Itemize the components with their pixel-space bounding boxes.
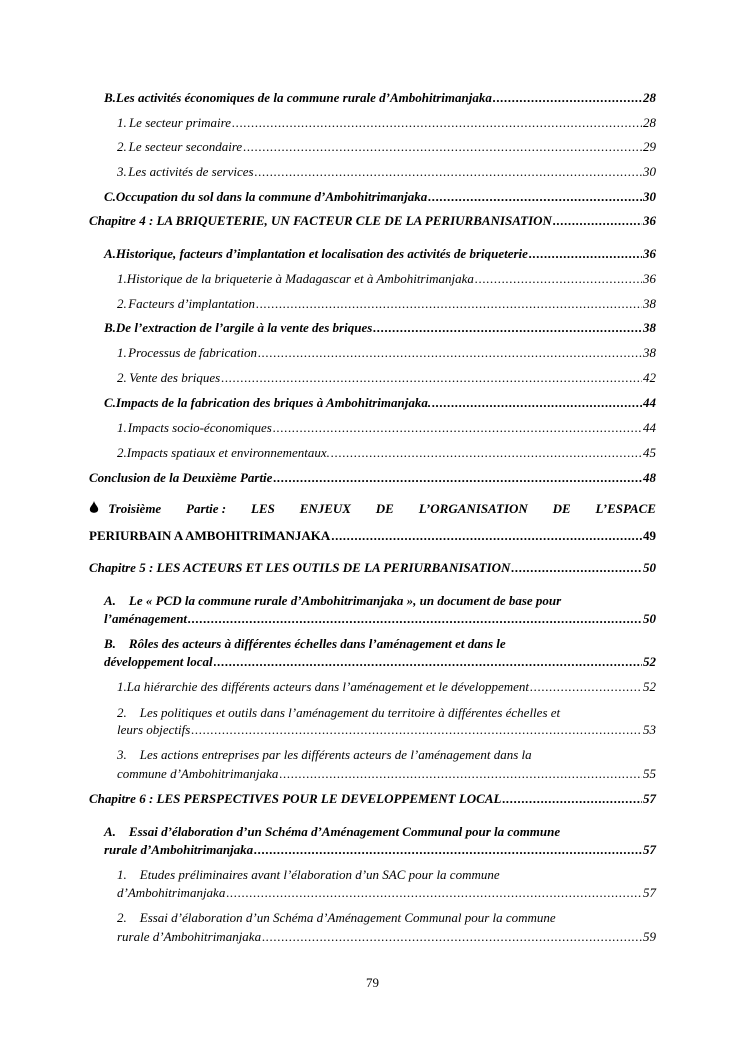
- toc-page: 52: [643, 654, 656, 669]
- toc-word: Partie :: [186, 501, 227, 516]
- toc-title: Historique de la briqueterie à Madagascar et à Ambohitrimanjaka: [126, 271, 474, 286]
- toc-leader: [214, 654, 642, 670]
- toc-title: Impacts de la fabrication des briques à Ambohitrimanjaka.: [115, 395, 432, 410]
- toc-entry-essai-sac-line2[interactable]: [104, 842, 656, 858]
- toc-entry-essai-sac-line1[interactable]: A. Essai d’élaboration d’un Schéma d’Aménagement Communal pour la commune: [104, 824, 561, 839]
- toc-page: 48: [643, 470, 656, 485]
- toc-leader: [273, 420, 642, 436]
- toc-entry-processus-fabrication[interactable]: [117, 345, 656, 361]
- toc-entry-conclusion-deuxieme-partie[interactable]: [89, 470, 656, 486]
- toc-leader: [529, 246, 642, 262]
- toc-page: 57: [643, 842, 656, 857]
- toc-entry-actions-acteurs-line1[interactable]: 3. Les actions entreprises par les différents acteurs de l’aménagement dans la: [117, 747, 532, 762]
- toc-entry-secteur-secondaire[interactable]: [117, 139, 656, 155]
- toc-leader: [428, 189, 642, 205]
- toc-entry-section-b-extraction[interactable]: [104, 320, 656, 336]
- toc-entry-etudes-preliminaires-line1[interactable]: 1. Etudes préliminaires avant l’élaboration d’un SAC pour la commune: [117, 867, 500, 882]
- toc-page: 59: [643, 929, 656, 944]
- toc-page: 38: [643, 345, 656, 360]
- toc-entry-roles-acteurs-line1[interactable]: B. Rôles des acteurs à différentes échelles dans l’aménagement et dans le: [104, 636, 506, 651]
- toc-title: Les activités économiques de la commune rurale d’Ambohitrimanjaka: [115, 90, 492, 105]
- toc-page: 38: [643, 296, 656, 311]
- toc-leader: [530, 679, 642, 695]
- toc-label: C.: [104, 395, 116, 410]
- toc-page: 49: [643, 528, 656, 543]
- toc-title: Chapitre 6 : LES PERSPECTIVES POUR LE DEVELOPPEMENT LOCAL: [89, 791, 502, 806]
- toc-page: 28: [643, 115, 656, 130]
- toc-label: B.: [104, 320, 116, 335]
- toc-label: 1.: [117, 420, 127, 435]
- toc-entry-essai-sac-detail-line1[interactable]: 2. Essai d’élaboration d’un Schéma d’Aménagement Communal pour la commune: [117, 910, 556, 925]
- toc-entry-section-a-historique[interactable]: [104, 246, 656, 262]
- toc-word: Troisième: [108, 501, 162, 516]
- toc-entry-chapitre-6[interactable]: [89, 791, 656, 807]
- toc-entry-vente-briques[interactable]: [117, 370, 656, 386]
- toc-page: 44: [643, 395, 656, 410]
- toc-leader: [432, 395, 642, 411]
- toc-entry-impacts-spatiaux[interactable]: [117, 445, 656, 461]
- toc-title: PERIURBAIN A AMBOHITRIMANJAKA: [89, 528, 331, 543]
- toc-title: La hiérarchie des différents acteurs dans l’aménagement et le développement: [126, 679, 530, 694]
- toc-title: l’aménagement: [104, 611, 188, 626]
- toc-word: L’ORGANISATION: [418, 501, 528, 516]
- toc-leader: [273, 470, 642, 486]
- toc-word: ENJEUX: [299, 501, 351, 516]
- toc-leader: [188, 611, 642, 627]
- toc-title: Historique, facteurs d’implantation et localisation des activités de briqueterie: [115, 246, 528, 261]
- toc-title: Chapitre 4 : LA BRIQUETERIE, UN FACTEUR CLE DE LA PERIURBANISATION: [89, 213, 552, 228]
- toc-title: Les activités de services: [128, 164, 254, 179]
- toc-leader: [258, 345, 642, 361]
- toc-page: 57: [643, 791, 656, 806]
- toc-label: A.: [104, 246, 116, 261]
- toc-leader: [256, 296, 642, 312]
- toc-word: DE: [552, 501, 571, 516]
- toc-leader: [221, 370, 642, 386]
- toc-entry-section-b-economie[interactable]: [104, 90, 656, 106]
- toc-leader: [475, 271, 642, 287]
- toc-page: 52: [643, 679, 656, 694]
- toc-page: 36: [643, 271, 656, 286]
- toc-page: 50: [643, 611, 656, 626]
- toc-label: B.: [104, 90, 116, 105]
- toc-leader: [255, 164, 642, 180]
- toc-page: 45: [643, 445, 656, 460]
- toc-leader: [502, 791, 642, 807]
- toc-entry-hierarchie-acteurs[interactable]: [117, 679, 656, 695]
- toc-label: 3.: [117, 164, 127, 179]
- toc-entry-essai-sac-detail-line2[interactable]: [117, 929, 656, 945]
- toc-page: 50: [643, 560, 656, 575]
- toc-leader: [191, 722, 642, 738]
- toc-title: Impacts socio-économiques: [127, 420, 272, 435]
- toc-title: commune d’Ambohitrimanjaka: [117, 766, 279, 781]
- toc-title: Le secteur secondaire: [128, 139, 243, 154]
- toc-title: Chapitre 5 : LES ACTEURS ET LES OUTILS DE LA PERIURBANISATION: [89, 560, 511, 575]
- toc-entry-section-c-occupation[interactable]: [104, 189, 656, 205]
- toc-leader: [232, 115, 642, 131]
- toc-title: De l’extraction de l’argile à la vente des briques: [115, 320, 373, 335]
- toc-page: 36: [643, 213, 656, 228]
- toc-entry-troisieme-partie-line2[interactable]: [89, 528, 656, 544]
- toc-word: LES: [250, 501, 275, 516]
- toc-title: leurs objectifs: [117, 722, 191, 737]
- toc-leader: [493, 90, 642, 106]
- toc-entry-troisieme-partie-line1[interactable]: [89, 501, 656, 517]
- toc-page: 55: [643, 766, 656, 781]
- toc-entry-etudes-preliminaires-line2[interactable]: [117, 885, 656, 901]
- toc-entry-impacts-socio[interactable]: [117, 420, 656, 436]
- toc-title: rurale d’Ambohitrimanjaka: [104, 842, 254, 857]
- toc-leader: [254, 842, 642, 858]
- toc-label: 1.: [117, 271, 127, 286]
- toc-label: 1.: [117, 345, 127, 360]
- toc-page: 28: [643, 90, 656, 105]
- toc-label: 2.: [117, 445, 127, 460]
- toc-leader: [373, 320, 642, 336]
- toc-leader: [331, 528, 642, 544]
- toc-leader: [331, 445, 642, 461]
- toc-leader: [226, 885, 642, 901]
- toc-label: 1.: [117, 115, 127, 130]
- toc-page: 53: [643, 722, 656, 737]
- toc-entry-historique-briqueterie[interactable]: [117, 271, 656, 287]
- toc-title: Vente des briques: [129, 370, 221, 385]
- toc-leader: [279, 766, 642, 782]
- toc-word: L’ESPACE: [595, 501, 656, 516]
- toc-entry-actions-acteurs-line2[interactable]: [117, 766, 656, 782]
- toc-leader: [243, 139, 642, 155]
- toc-page: 44: [643, 420, 656, 435]
- toc-label: C.: [104, 189, 116, 204]
- toc-label: 2.: [117, 139, 127, 154]
- toc-entry-facteurs-implantation[interactable]: [117, 296, 656, 312]
- drop-bullet-icon: [89, 501, 161, 517]
- toc-label: 1.: [117, 679, 127, 694]
- toc-page: 29: [643, 139, 656, 154]
- toc-entry-pcd-line1[interactable]: A. Le « PCD la commune rurale d’Ambohitrimanjaka », un document de base pour: [104, 593, 562, 608]
- toc-label: 2.: [117, 296, 127, 311]
- toc-leader: [262, 929, 642, 945]
- toc-entry-activites-services[interactable]: [117, 164, 656, 180]
- toc-title: Facteurs d’implantation: [128, 296, 255, 311]
- toc-entry-pcd-line2[interactable]: [104, 611, 656, 627]
- toc-title: développement local: [104, 654, 213, 669]
- toc-entry-politiques-outils-line2[interactable]: [117, 722, 656, 738]
- toc-entry-section-c-impacts[interactable]: [104, 395, 656, 411]
- toc-title: Impacts spatiaux et environnementaux.: [126, 445, 330, 460]
- toc-entry-chapitre-4[interactable]: [89, 213, 656, 229]
- toc-title: d’Ambohitrimanjaka: [117, 885, 226, 900]
- toc-word: DE: [375, 501, 394, 516]
- toc-page: 30: [643, 189, 656, 204]
- toc-title: Conclusion de la Deuxième Partie: [89, 470, 273, 485]
- toc-entry-politiques-outils-line1[interactable]: 2. Les politiques et outils dans l’aménagement du territoire à différentes échelles et: [117, 705, 561, 720]
- toc-page: 38: [643, 320, 656, 335]
- toc-entry-roles-acteurs-line2[interactable]: [104, 654, 656, 670]
- toc-label: 2.: [117, 370, 127, 385]
- toc-leader: [553, 213, 642, 229]
- toc-title: Processus de fabrication: [128, 345, 257, 360]
- toc-title: Le secteur primaire: [128, 115, 231, 130]
- toc-page: 36: [643, 246, 656, 261]
- toc-entry-chapitre-5[interactable]: [89, 560, 656, 576]
- toc-page: 30: [643, 164, 656, 179]
- toc-title: rurale d’Ambohitrimanjaka: [117, 929, 262, 944]
- toc-page: 57: [643, 885, 656, 900]
- toc-entry-secteur-primaire[interactable]: [117, 115, 656, 131]
- page-number: 79: [366, 975, 379, 990]
- toc-page: 42: [643, 370, 656, 385]
- toc-title: Occupation du sol dans la commune d’Ambohitrimanjaka: [115, 189, 428, 204]
- toc-leader: [511, 560, 642, 576]
